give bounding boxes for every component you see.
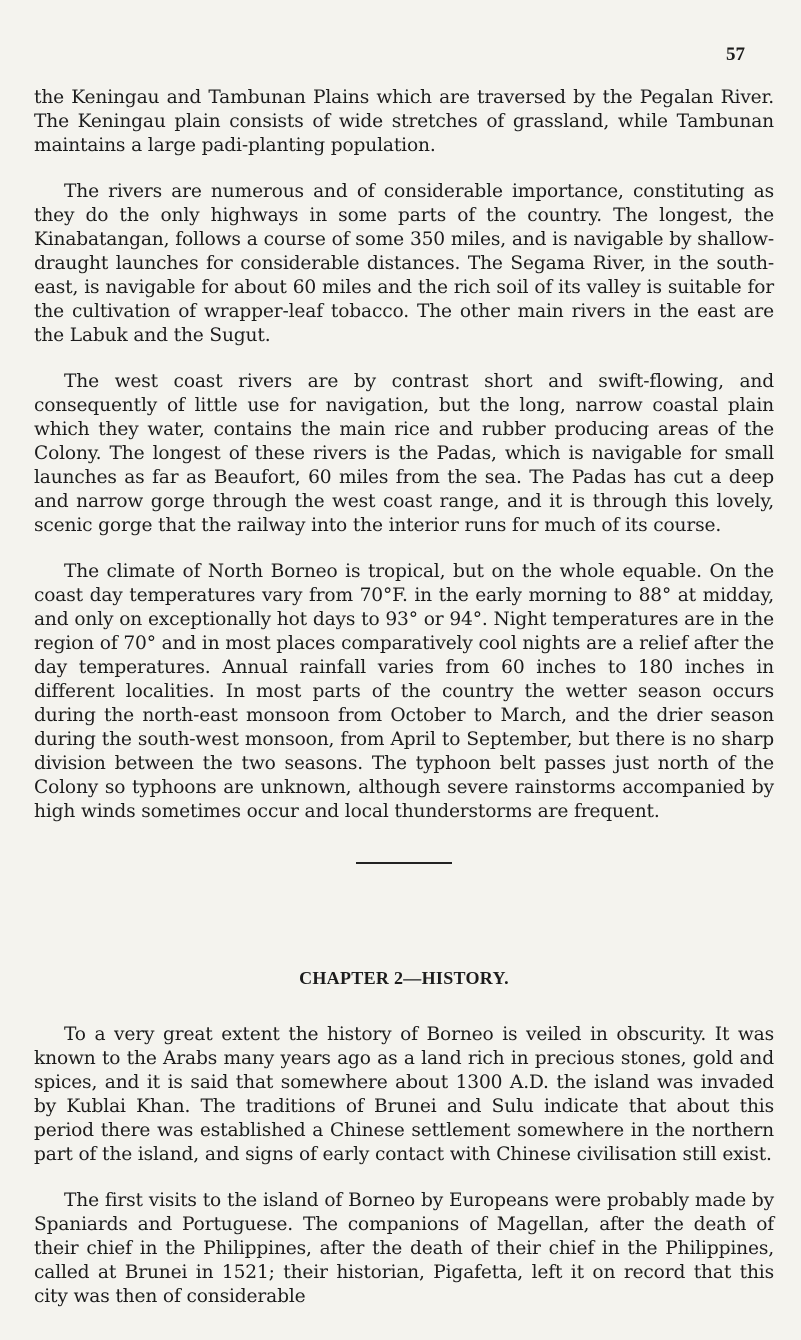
paragraph-west-coast-rivers: The west coast rivers are by contrast short and swift-flowing, and consequently of little use for navigation, but the long, narrow coastal plain which they water, contains the main rice and rubber producing areas of the Colony. The longest of these rivers is the Padas, which is navigable for small launches as far as Beaufort, 60 miles from the sea. The Padas has cut a deep and narrow gorge through the west coast range, and it is through this lovely, scenic gorge that the railway into the interior runs for much of its course. — [34, 371, 774, 536]
paragraph-rivers: The rivers are numerous and of considerable importance, constituting as they do the only highways in some parts of the country. The longest, the Kinabatangan, follows a course of some 350 miles, and is navigable by shallow-draught launches for considerable distances. The Segama River, in the south-east, is navigable for about 60 miles and the rich soil of its valley is suitable for the cultivation of wrapper-leaf tobacco. The other main rivers in the east are the Labuk and the Sugut. — [34, 181, 774, 346]
paragraph-history-europeans: The first visits to the island of Borneo by Europeans were probably made by Spaniards and Portuguese. The companions of Magellan, after the death of their chief in the Philippines, after the death of their chief in the Philippines, called at Brunei in 1521; their historian, Pigafetta, left it on record that this city was then of considerable — [34, 1190, 774, 1307]
paragraph-history-obscurity: To a very great extent the history of Borneo is veiled in obscurity. It was known to the Arabs many years ago as a land rich in precious stones, gold and spices, and it is said that somewhere about 1300 A.D. the island was invaded by Kublai Khan. The traditions of Brunei and Sulu indicate that about this period there was established a Chinese settlement somewhere in the northern part of the island, and signs of early contact with Chinese civilisation still exist. — [34, 1024, 774, 1165]
paragraph-plains: the Keningau and Tambunan Plains which are traversed by the Pegalan River. The Keningau plain consists of wide stretches of grassland, while Tambunan maintains a large padi-planting population. — [34, 87, 774, 156]
chapter-heading: CHAPTER 2—HISTORY. — [299, 968, 509, 988]
page-body — [34, 86, 774, 1309]
section-divider — [356, 862, 452, 864]
page-number: 57 — [726, 44, 745, 65]
paragraph-climate: The climate of North Borneo is tropical, but on the whole equable. On the coast day temperatures vary from 70°F. in the early morning to 88° at midday, and only on exceptionally hot days to 93° or 94°. Night temperatures are in the region of 70° and in most places comparatively cool nights are a relief after the day temperatures. Annual rainfall varies from 60 inches to 180 inches in different localities. In most parts of the country the wetter season occurs during the north-east monsoon from October to March, and the drier season during the south-west monsoon, from April to September, but there is no sharp division between the two seasons. The typhoon belt passes just north of the Colony so typhoons are unknown, although severe rainstorms accompanied by high winds sometimes occur and local thunderstorms are frequent. — [34, 561, 774, 822]
